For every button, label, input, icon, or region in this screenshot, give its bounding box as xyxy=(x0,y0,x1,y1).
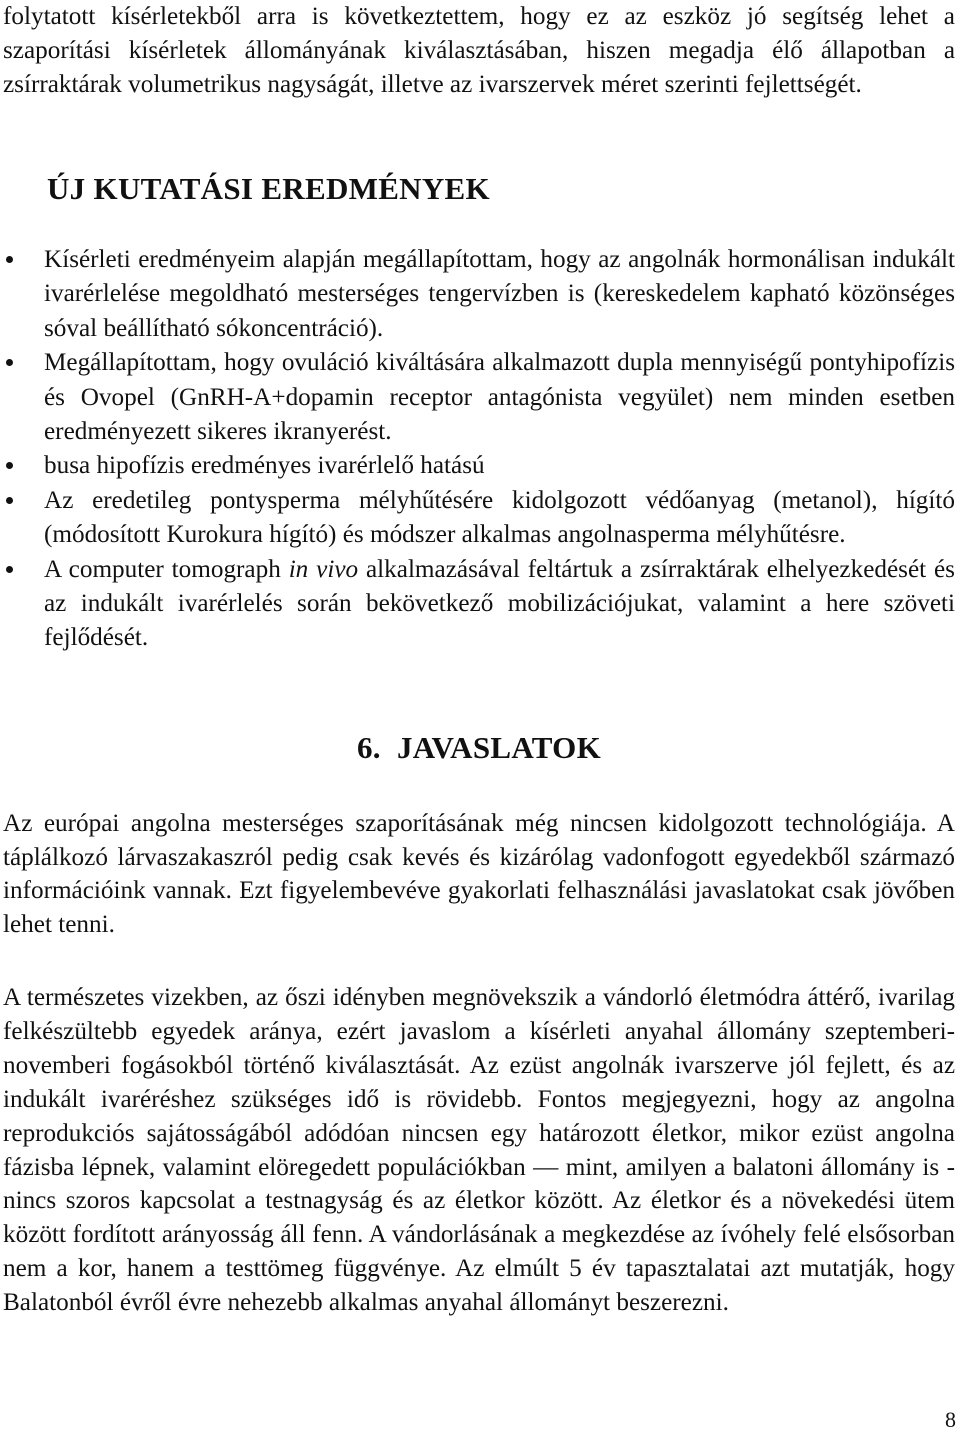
section-title-new-results: ÚJ KUTATÁSI EREDMÉNYEK xyxy=(47,171,490,206)
list-item-text: alkalmazásával feltártuk a zsírraktárak elhelyezkedését és az indukált ivarérlelés során bekövetkező mobilizációjukat, valamint a here szöveti fejlődését. xyxy=(44,555,955,652)
list-item-text: busa hipofízis eredményes ivarérlelő hatású xyxy=(44,452,485,480)
results-bullet-list xyxy=(3,243,955,656)
intro-paragraph: folytatott kísérletekből arra is következtettem, hogy ez az eszköz jó segítség lehet a szaporítási kísérletek állományának kiválasztásában, hiszen megadja élő állapotban a zsírraktárak volumetrikus nagyságát, illetve az ivarszervek méret szerinti fejlettségét. xyxy=(3,3,955,98)
list-item-text: Kísérleti eredményeim alapján megállapítottam, hogy az angolnák hormonálisan indukált ivarérlelése megoldható mesterséges tengervízben is (kereskedelem kapható közönséges sóval beállítható sókoncentráció). xyxy=(44,246,955,342)
recommendation-paragraph: Az európai angolna mesterséges szaporításának még nincsen kidolgozott technológiája. A táplálkozó lárvaszakaszról pedig csak kevés és kizárólag vadonfogott egyedekből származó információink vannak. Ezt figyelembevéve gyakorlati felhasználási javaslatokat csak jövőben lehet tenni. xyxy=(3,810,955,938)
bullet-icon xyxy=(6,566,13,573)
list-item xyxy=(3,553,955,656)
recommendation-paragraph: A természetes vizekben, az őszi idényben megnövekszik a vándorló életmódra áttérő, ivarilag felkészültebb egyedek aránya, ezért javaslom a kísérleti anyahal állomány szeptemberi-novemberi fogásokból történő kiválasztását. Az ezüst angolnák ivarszerve jól fejlett, és az indukált ivaréréshez szükséges idő is rövidebb. Fontos megjegyezni, hogy az angolna reprodukciós sajátosságából adódóan nincsen egy határozott életkor, mikor ezüst angolna fázisba lépnek, valamint elöregedett populációkban — mint, amilyen a balatoni állomány is - nincs szoros kapcsolat a testnagyság és az életkor között. Az életkor és a növekedési ütem között fordított arányosság áll fenn. A vándorlásának a megkezdése az ívóhely felé elsősorban nem a kor, hanem a testtömeg függvénye. Az elmúlt 5 év tapasztalatai azt mutatják, hogy Balatonból évről évre nehezebb alkalmas anyahal állományt beszerezni. xyxy=(3,984,955,1317)
list-item-text: A computer tomograph xyxy=(44,555,289,583)
section-title-text: JAVASLATOK xyxy=(396,730,601,765)
list-item xyxy=(3,346,955,449)
list-item xyxy=(3,449,955,483)
section-number: 6. xyxy=(357,730,381,765)
bullet-icon xyxy=(6,462,13,469)
page-number: 8 xyxy=(945,1407,956,1432)
list-item xyxy=(3,243,955,346)
italic-term: in vivo xyxy=(288,555,359,583)
list-item-text: Megállapítottam, hogy ovuláció kiváltására alkalmazott dupla mennyiségű pontyhipofízis és Ovopel (GnRH-A+dopamin receptor antagónista vegyület) nem minden esetben eredményezett sikeres ikranyerést. xyxy=(44,349,955,446)
bullet-icon xyxy=(6,497,13,504)
section-title-recommendations xyxy=(3,728,955,768)
list-item-text: Az eredetileg pontysperma mélyhűtésére kidolgozott védőanyag (metanol), hígító (módosított Kurokura hígító) és módszer alkalmas angolnasperma mélyhűtésre. xyxy=(44,486,955,549)
list-item xyxy=(3,484,955,553)
bullet-icon xyxy=(6,256,13,263)
bullet-icon xyxy=(6,359,13,366)
